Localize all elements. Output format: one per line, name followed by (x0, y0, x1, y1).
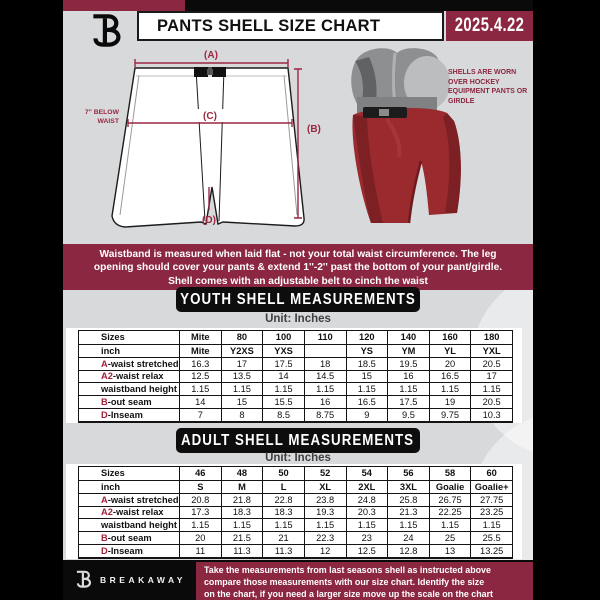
table-cell: Goalie (429, 481, 471, 493)
table-cell: 12.5 (179, 371, 221, 383)
table-cell: 16.3 (179, 358, 221, 370)
table-cell: 17.5 (387, 396, 429, 408)
row-label: inch (101, 345, 121, 356)
table-cell: 22.25 (429, 507, 471, 519)
adult-section-header (176, 428, 420, 453)
youth-size-table (78, 330, 513, 423)
table-cell: 21 (262, 532, 304, 544)
table-cell: 22.3 (304, 532, 346, 544)
youth-section-title: YOUTH SHELL MEASUREMENTS (180, 290, 416, 308)
row-label: inch (101, 481, 121, 492)
table-cell: 20 (429, 358, 471, 370)
table-row (79, 331, 512, 344)
page-title-box (137, 11, 444, 41)
table-row (79, 493, 512, 506)
table-cell: 19.3 (304, 507, 346, 519)
table-cell: 160 (429, 331, 471, 344)
row-label: waistband height (101, 520, 177, 531)
table-cell: 13 (429, 545, 471, 557)
table-cell: 14 (179, 396, 221, 408)
table-cell: YM (387, 345, 429, 357)
svg-text:(D): (D) (202, 215, 216, 226)
banner-line: Shell comes with an adjustable belt to cinch the waist (168, 275, 428, 287)
table-cell: 1.15 (346, 519, 388, 531)
table-row (79, 344, 512, 357)
youth-section-header (176, 287, 420, 312)
table-cell: 7 (179, 409, 221, 421)
table-cell: 140 (387, 331, 429, 344)
table-cell: 1.15 (304, 383, 346, 395)
page-title: PANTS SHELL SIZE CHART (157, 16, 381, 35)
table-row (79, 408, 512, 421)
table-cell: 8 (221, 409, 263, 421)
table-cell: M (221, 481, 263, 493)
table-row (79, 506, 512, 519)
table-cell: 21.5 (221, 532, 263, 544)
document (63, 0, 533, 600)
table-cell: Goalie+ (470, 481, 512, 493)
table-cell: 23.25 (470, 507, 512, 519)
footer-line: Take the measurements from last seasons shell as instructed above (204, 565, 491, 575)
banner-line: Waistband is measured when laid flat - not your total waist circumference. The leg (99, 249, 497, 260)
table-cell: 11 (179, 545, 221, 557)
table-cell: 110 (304, 331, 346, 344)
footer-bar (63, 560, 533, 600)
table-cell: XL (304, 481, 346, 493)
svg-text:(B): (B) (307, 124, 321, 135)
table-cell: 54 (346, 467, 388, 480)
table-cell: 22.8 (262, 494, 304, 506)
table-cell: 18.3 (221, 507, 263, 519)
svg-text:7" BELOW: 7" BELOW (84, 109, 119, 116)
row-label: Sizes (101, 332, 125, 343)
table-cell: 9 (346, 409, 388, 421)
table-cell: 48 (221, 467, 263, 480)
table-row (79, 382, 512, 395)
table-cell: 25.8 (387, 494, 429, 506)
youth-unit-label: Unit: Inches (265, 313, 331, 325)
table-cell: 80 (221, 331, 263, 344)
breakaway-logo-icon (75, 568, 93, 591)
table-cell: 20.5 (470, 358, 512, 370)
table-cell: 8.5 (262, 409, 304, 421)
table-row (79, 544, 512, 557)
table-cell: 58 (429, 467, 471, 480)
table-row (79, 370, 512, 383)
table-row (79, 467, 512, 480)
footer-line: on the chart, if you need a larger size move up the scale on the chart (204, 589, 494, 600)
table-cell: 25.5 (470, 532, 512, 544)
table-cell: 23 (346, 532, 388, 544)
table-cell: 1.15 (221, 519, 263, 531)
table-cell: YXL (470, 345, 512, 357)
table-cell: 1.15 (179, 519, 221, 531)
table-cell: YL (429, 345, 471, 357)
table-row (79, 518, 512, 531)
measurement-note-banner (63, 244, 533, 290)
adult-section-title: ADULT SHELL MEASUREMENTS (181, 431, 415, 449)
table-cell: 12.8 (387, 545, 429, 557)
table-cell: 24.8 (346, 494, 388, 506)
table-cell: Mite (179, 345, 221, 357)
table-cell: 10.3 (470, 409, 512, 421)
row-label: waistband height (101, 384, 177, 395)
adult-size-table (78, 466, 513, 559)
table-cell: 17.5 (262, 358, 304, 370)
row-label: B -out seam (101, 397, 152, 408)
row-label: D -Inseam (101, 409, 143, 420)
table-cell: 17.3 (179, 507, 221, 519)
footer-brand (75, 568, 186, 591)
table-cell: 1.15 (429, 383, 471, 395)
table-cell: 1.15 (262, 519, 304, 531)
table-cell: 20.8 (179, 494, 221, 506)
table-cell: Y2XS (221, 345, 263, 357)
table-cell: 3XL (387, 481, 429, 493)
table-cell: 52 (304, 467, 346, 480)
table-cell: 19.5 (387, 358, 429, 370)
table-cell: 14.5 (304, 371, 346, 383)
table-cell: 1.15 (387, 383, 429, 395)
adult-unit-label: Unit: Inches (265, 452, 331, 464)
footer-instructions (196, 562, 533, 600)
table-cell: 9.75 (429, 409, 471, 421)
table-cell: 14 (262, 371, 304, 383)
row-label: B -out seam (101, 533, 152, 544)
table-row (79, 357, 512, 370)
table-cell: 1.15 (221, 383, 263, 395)
table-cell: 20.3 (346, 507, 388, 519)
table-cell: 21.8 (221, 494, 263, 506)
table-cell: Mite (179, 331, 221, 344)
table-cell: 56 (387, 467, 429, 480)
table-row (79, 531, 512, 544)
table-cell: 1.15 (429, 519, 471, 531)
table-cell: 1.15 (470, 383, 512, 395)
table-cell: 18.3 (262, 507, 304, 519)
table-cell: 15 (221, 396, 263, 408)
svg-text:WAIST: WAIST (97, 118, 119, 125)
table-cell: 2XL (346, 481, 388, 493)
table-cell: 15 (346, 371, 388, 383)
table-cell: 12.5 (346, 545, 388, 557)
table-cell: 1.15 (346, 383, 388, 395)
table-cell: 13.25 (470, 545, 512, 557)
table-cell: 100 (262, 331, 304, 344)
table-cell: 20.5 (470, 396, 512, 408)
svg-text:(A): (A) (204, 50, 218, 61)
banner-line: opening should cover your pants & extend 1''-2'' past the bottom of your pant/girdle. (93, 262, 503, 274)
row-label: A -waist stretched (101, 494, 179, 505)
table-cell: 21.3 (387, 507, 429, 519)
table-cell: 17 (470, 371, 512, 383)
table-cell: 1.15 (179, 383, 221, 395)
table-cell: 15.5 (262, 396, 304, 408)
table-cell: 11.3 (221, 545, 263, 557)
table-cell: 8.75 (304, 409, 346, 421)
table-cell: S (179, 481, 221, 493)
table-cell: 46 (179, 467, 221, 480)
table-cell: 26.75 (429, 494, 471, 506)
brand-name: BREAKAWAY (100, 574, 186, 585)
photo-caption: SHELLS ARE WORN OVER HOCKEY EQUIPMENT PANTS OR GIRDLE (448, 69, 528, 105)
row-label: D -Inseam (101, 545, 143, 556)
pants-measurement-diagram (83, 47, 338, 243)
table-cell: 9.5 (387, 409, 429, 421)
table-cell: 1.15 (304, 519, 346, 531)
table-cell: 18 (304, 358, 346, 370)
table-cell: 16 (304, 396, 346, 408)
table-cell: 1.15 (262, 383, 304, 395)
table-cell: 60 (470, 467, 512, 480)
table-cell: 1.15 (387, 519, 429, 531)
table-cell: 23.8 (304, 494, 346, 506)
table-cell: 25 (429, 532, 471, 544)
date-text: 2025.4.22 (454, 15, 525, 36)
table-cell: 20 (179, 532, 221, 544)
table-cell: 12 (304, 545, 346, 557)
table-cell: YXS (262, 345, 304, 357)
row-label: A -waist stretched (101, 358, 179, 369)
table-cell: L (262, 481, 304, 493)
table-cell: 16.5 (346, 396, 388, 408)
table-cell (304, 345, 346, 357)
table-cell: 13.5 (221, 371, 263, 383)
row-label: A2 -waist relax (101, 371, 164, 382)
table-cell: 17 (221, 358, 263, 370)
row-label: Sizes (101, 468, 125, 479)
table-cell: 24 (387, 532, 429, 544)
table-cell: YS (346, 345, 388, 357)
table-cell: 120 (346, 331, 388, 344)
date-badge (446, 11, 533, 41)
table-cell: 11.3 (262, 545, 304, 557)
svg-text:(C): (C) (203, 111, 217, 122)
footer-line: compare those measurements with our size chart. Identify the size (204, 577, 485, 588)
table-cell: 18.5 (346, 358, 388, 370)
table-cell: 27.75 (470, 494, 512, 506)
table-cell: 1.15 (470, 519, 512, 531)
table-cell: 180 (470, 331, 512, 344)
table-cell: 16 (387, 371, 429, 383)
table-row (79, 480, 512, 493)
table-cell: 19 (429, 396, 471, 408)
row-label: A2 -waist relax (101, 507, 164, 518)
table-cell: 50 (262, 467, 304, 480)
table-cell: 16.5 (429, 371, 471, 383)
table-row (79, 395, 512, 408)
